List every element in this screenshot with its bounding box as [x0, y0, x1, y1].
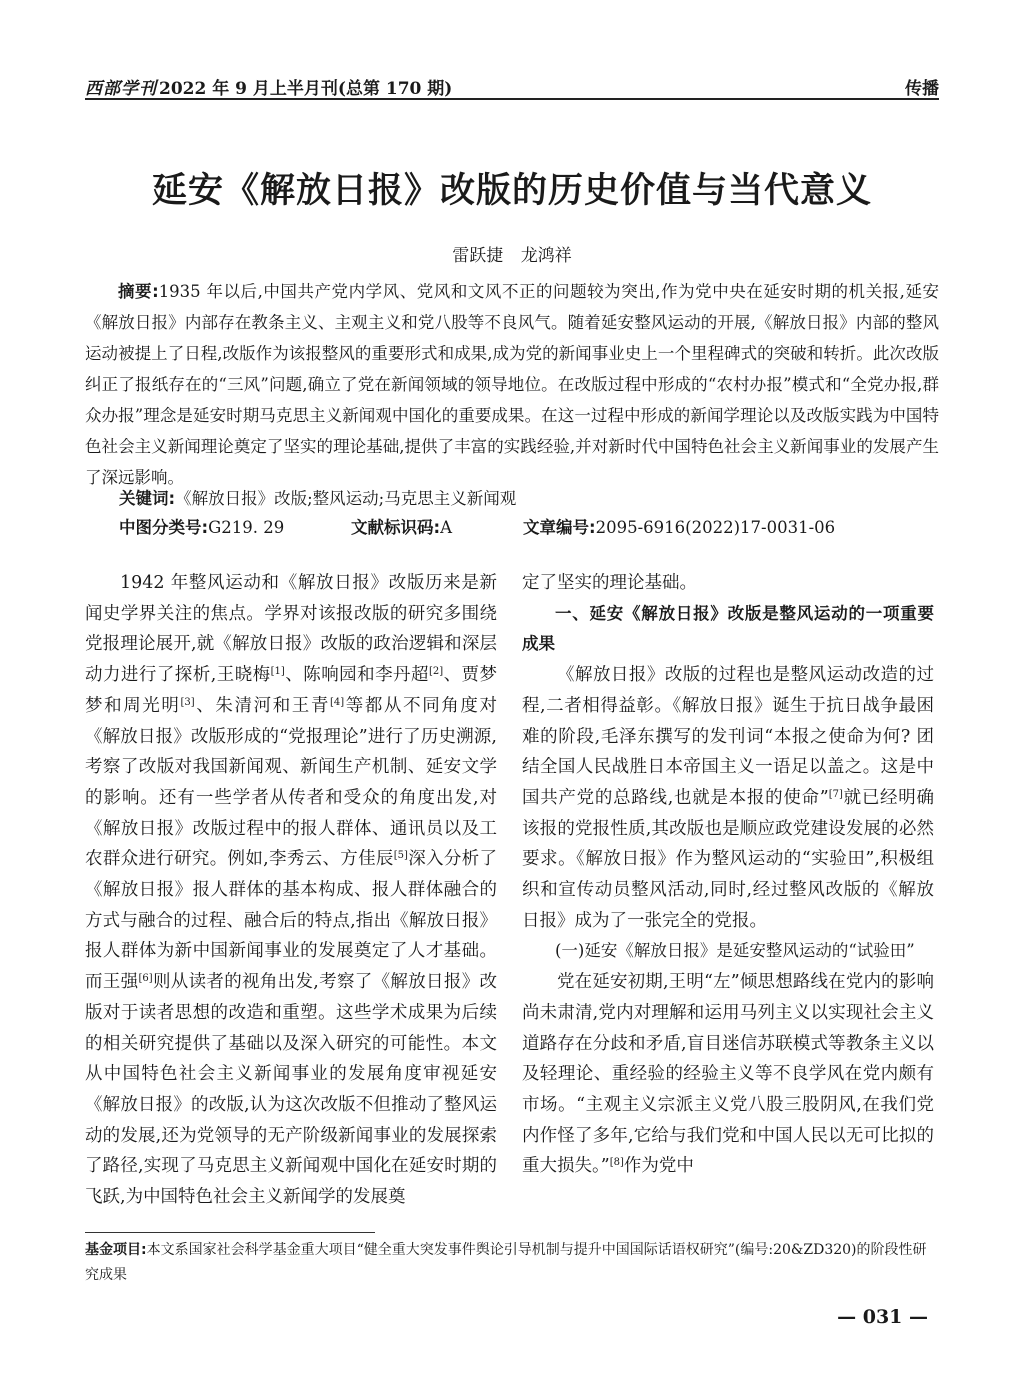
running-header	[85, 72, 939, 98]
journal-logo: 西部学刊	[85, 79, 157, 99]
keywords-label: 关键词:	[119, 489, 176, 508]
citation-7: [7]	[828, 788, 843, 800]
section-paragraph-1: 《解放日报》改版的过程也是整风运动改造的过程,二者相得益彰。《解放日报》诞生于抗日战争最困难的阶段,毛泽东撰写的发刊词“本报之使命为何? 团结全国人民战胜日本帝国主义一语足以盖之。这是中国共产党的总路线,也就是本报的使命”[7]就已经明确该报的党报性质,其改版也是顺应政党建设发展的必然要求。《解放日报》作为整风运动的“实验田”,积极组织和宣传动员整风活动,同时,经过整风改版的《解放日报》成为了一张完全的党报。	[522, 665, 934, 931]
citation-6: [6]	[138, 973, 153, 985]
page-number: — 031 —	[837, 1306, 928, 1328]
abstract	[85, 276, 939, 493]
header-rule	[85, 98, 939, 100]
citation-4: [4]	[330, 696, 345, 708]
footnote-rule	[85, 1232, 375, 1233]
citation-2: [2]	[428, 666, 444, 678]
issue-text: 2022 年 9 月上半月刊(总第 170 期)	[159, 79, 453, 99]
intro-paragraph: 1942 年整风运动和《解放日报》改版历来是新闻史学界关注的焦点。学界对该报改版的研究多围绕党报理论展开,就《解放日报》改版的政治逻辑和深层动力进行了探析,王晓梅[1]、陈响园和李丹超[2]、贾梦梦和周光明[3]、朱清河和王青[4]等都从不同角度对《解放日报》改版形成的“党报理论”进行了历史溯源,考察了改版对我国新闻观、新闻生产机制、延安文学的影响。还有一些学者从传者和受众的角度出发,对《解放日报》改版过程中的报人群体、通讯员以及工农群众进行研究。例如,李秀云、方佳辰[5]深入分析了《解放日报》报人群体的基本构成、报人群体融合的方式与融合的过程、融合后的特点,指出《解放日报》报人群体为新中国新闻事业的发展奠定了人才基础。而王强[6]则从读者的视角出发,考察了《解放日报》改版对于读者思想的改造和重塑。这些学术成果为后续的相关研究提供了基础以及深入研究的可能性。本文从中国特色社会主义新闻事业的发展角度审视延安《解放日报》的改版,认为这次改版不但推动了整风运动的发展,还为党领导的无产阶级新闻事业的发展探索了路径,实现了马克思主义新闻观中国化在延安时期的飞跃,为中国特色社会主义新闻学的发展奠	[85, 573, 498, 1208]
keywords-text: 《解放日报》改版;整风运动;马克思主义新闻观	[175, 489, 517, 508]
abstract-text: 1935 年以后,中国共产党内学风、党风和文风不正的问题较为突出,作为党中央在延安时期的机关报,延安《解放日报》内部存在教条主义、主观主义和党八股等不良风气。随着延安整风运动的开展,《解放日报》内部的整风运动被提上了日程,改版作为该报整风的重要形式和成果,成为党的新闻事业史上一个里程碑式的突破和转折。此次改版纠正了报纸存在的“三风”问题,确立了党在新闻领域的领导地位。在改版过程中形成的“农村办报”模式和“全党办报,群众办报”理念是延安时期马克思主义新闻观中国化的重要成果。在这一过程中形成的新闻学理论以及改版实践为中国特色社会主义新闻理论奠定了坚实的理论基础,提供了丰富的实践经验,并对新时代中国特色社会主义新闻事业的发展产生了深远影响。	[85, 282, 939, 487]
doc-label: 文献标识码:	[351, 518, 441, 537]
section-name: 传播	[905, 79, 939, 99]
citation-1: [1]	[270, 666, 285, 678]
abstract-label: 摘要:	[118, 282, 159, 301]
citation-3: [3]	[180, 696, 195, 708]
art-value: 2095-6916(2022)17-0031-06	[595, 518, 836, 537]
body-column-right	[522, 568, 934, 1182]
section-heading-1: 一、延安《解放日报》改版是整风运动的一项重要成果	[522, 603, 934, 654]
citation-5: [5]	[393, 850, 408, 862]
subsection-paragraph-1: 党在延安初期,王明“左”倾思想路线在党内的影响尚未肃清,党内对理解和运用马列主义以实现社会主义道路存在分歧和矛盾,盲目迷信苏联模式等教条主义以及轻理论、重经验的经验主义等不良学风在党内颇有市场。“主观主义宗派主义党八股三股阴风,在我们党内作怪了多年,它给与我们党和中国人民以无可比拟的重大损失。”[8]作为党中	[522, 972, 934, 1177]
doc-code	[351, 514, 523, 538]
funding-footnote	[85, 1238, 939, 1288]
body-column-left	[85, 568, 497, 1213]
header-issue-info	[85, 74, 452, 99]
subsection-heading-1: (一)延安《解放日报》是延安整风运动的“试验田”	[555, 941, 915, 961]
clc-value: G219. 29	[208, 518, 285, 537]
doc-value: A	[440, 518, 453, 537]
article-authors: 雷跃捷 龙鸿祥	[452, 246, 572, 266]
funding-label: 基金项目:	[85, 1242, 147, 1258]
classification-row	[119, 514, 939, 538]
art-label: 文章编号:	[523, 518, 596, 537]
article-title: 延安《解放日报》改版的历史价值与当代意义	[151, 170, 872, 211]
funding-text: 本文系国家社会科学基金重大项目“健全重大突发事件舆论引导机制与提升中国国际话语权研究”(编号:20&ZD320)的阶段性研究成果	[85, 1242, 927, 1283]
article-number	[523, 514, 835, 538]
keywords	[119, 485, 516, 509]
continued-text: 定了坚实的理论基础。	[522, 573, 697, 593]
clc-label: 中图分类号:	[119, 518, 209, 537]
clc-code	[119, 514, 351, 538]
citation-8: [8]	[609, 1157, 624, 1169]
